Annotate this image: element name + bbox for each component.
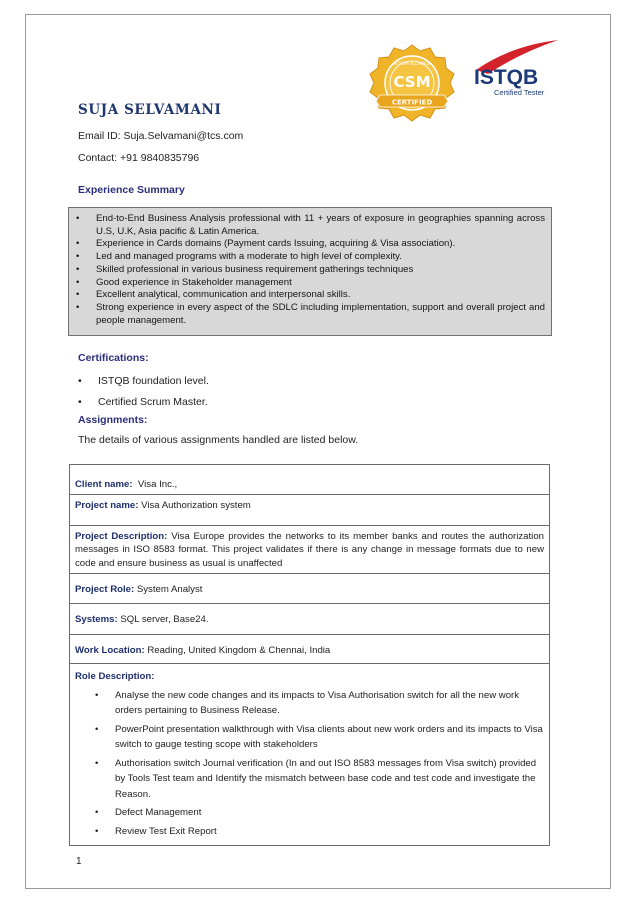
role-item: • PowerPoint presentation walkthrough with Visa clients about new work orders and its impacts to Visa switch to gauge testing scope with stakeholders — [95, 722, 544, 753]
istqb-sub-text: Certified Tester — [494, 88, 545, 97]
project-description-label: Project Description: — [75, 530, 168, 542]
table-row — [70, 574, 550, 604]
istqb-main-text: ISTQB — [474, 66, 539, 89]
experience-item: • Strong experience in every aspect of the SDLC including implementation, support and overall project and people management. — [76, 302, 545, 327]
experience-heading: Experience Summary — [78, 184, 185, 196]
experience-item: • Experience in Cards domains (Payment cards Issuing, acquiring & Visa association). — [76, 238, 545, 251]
assignment-table — [69, 464, 550, 846]
assignments-heading: Assignments: — [78, 414, 148, 426]
table-row — [70, 634, 550, 663]
table-row — [70, 525, 550, 573]
email-line: Email ID: Suja.Selvamani@tcs.com — [78, 130, 244, 142]
table-row — [70, 465, 550, 495]
project-name-cell — [70, 495, 550, 525]
csm-ribbon-text: CERTIFIED — [391, 98, 433, 107]
assignments-intro: The details of various assignments handled are listed below. — [78, 434, 359, 446]
client-label: Client name: — [75, 479, 133, 490]
project-description-cell — [70, 525, 550, 573]
project-description-value: Visa Europe provides the networks to its member banks and routes the authorization messages in ISO 8583 format. This project validates if there is any change in message formats due to new code and ensure business as usual is unaffected — [75, 530, 544, 569]
experience-summary-box — [68, 207, 552, 336]
certifications-list — [78, 375, 209, 417]
work-location-label: Work Location: — [75, 644, 145, 656]
csm-arc-text: SCRUM ALLIANCE — [393, 61, 431, 66]
experience-item: • Good experience in Stakeholder management — [76, 277, 545, 290]
project-name-label: Project name: — [75, 500, 139, 512]
project-role-cell — [70, 574, 550, 604]
systems-label: Systems: — [75, 614, 118, 626]
project-role-value: System Analyst — [136, 584, 203, 596]
role-description-list — [75, 688, 544, 840]
istqb-logo — [470, 40, 570, 100]
csm-main-text: CSM — [393, 73, 431, 91]
experience-item: • Skilled professional in various business requirement gatherings techniques — [76, 264, 545, 277]
csm-certified-logo — [368, 43, 456, 123]
experience-list — [69, 208, 551, 327]
table-row — [70, 604, 550, 634]
experience-item: • End-to-End Business Analysis professional with 11 + years of exposure in geographies spanning across U.S, U.K, Asia pacific & Latin America. — [76, 213, 545, 238]
work-location-value: Reading, United Kingdom & Chennai, India — [147, 644, 331, 656]
client-cell — [70, 465, 550, 495]
certification-item: • ISTQB foundation level. — [78, 375, 209, 396]
work-location-cell — [70, 634, 550, 663]
project-role-label: Project Role: — [75, 584, 135, 596]
project-name-value: Visa Authorization system — [141, 500, 251, 512]
page-number: 1 — [76, 856, 82, 867]
role-description-cell — [70, 664, 550, 846]
table-row — [70, 495, 550, 525]
systems-value: SQL server, Base24. — [120, 614, 209, 626]
certifications-heading: Certifications: — [78, 352, 149, 364]
client-value: Visa Inc., — [137, 479, 178, 490]
role-item: • Review Test Exit Report — [95, 824, 544, 840]
candidate-name: SUJA SELVAMANI — [78, 102, 222, 118]
experience-item: • Excellent analytical, communication and interpersonal skills. — [76, 289, 545, 302]
role-item: • Analyse the new code changes and its impacts to Visa Authorisation switch for all the new work orders pertaining to Business Release. — [95, 688, 544, 719]
role-item: • Authorisation switch Journal verification (In and out ISO 8583 messages from Visa switch) provided by Tools Test team and Identify the mismatch between base code and test code and investigate the Reason. — [95, 756, 544, 803]
experience-item: • Led and managed programs with a moderate to high level of complexity. — [76, 251, 545, 264]
role-description-label: Role Description: — [75, 671, 155, 683]
contact-line: Contact: +91 9840835796 — [78, 152, 200, 164]
certification-item: • Certified Scrum Master. — [78, 396, 209, 417]
role-item: • Defect Management — [95, 805, 544, 821]
systems-cell — [70, 604, 550, 634]
table-row — [70, 664, 550, 846]
